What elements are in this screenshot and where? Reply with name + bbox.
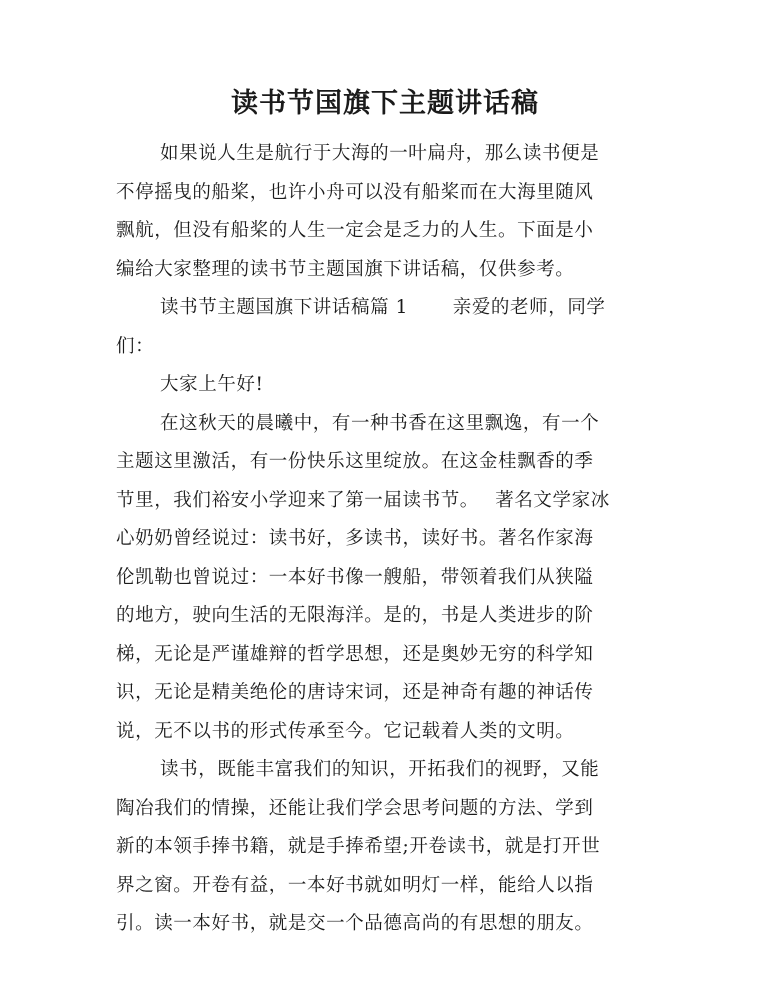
text-line: 伦凯勒也曾说过：一本好书像一艘船，带领着我们从狭隘 xyxy=(116,566,594,588)
text-line: 读书节主题国旗下讲话稿篇 1 亲爱的老师，同学 xyxy=(160,297,606,318)
text-line: 不停摇曳的船桨，也许小舟可以没有船桨而在大海里随风 xyxy=(116,181,594,203)
document-body xyxy=(116,135,651,944)
text-line: 梯，无论是严谨雄辩的哲学思想，还是奥妙无穷的科学知 xyxy=(116,643,594,665)
text-line: 识，无论是精美绝伦的唐诗宋词，还是神奇有趣的神话传 xyxy=(116,682,594,703)
text-line: 们： xyxy=(116,335,155,357)
text-line: 飘航，但没有船桨的人生一定会是乏力的人生。下面是小 xyxy=(116,220,594,241)
text-line: 主题这里激活，有一份快乐这里绽放。在这金桂飘香的季 xyxy=(116,451,594,472)
text-line: 节里，我们裕安小学迎来了第一届读书节。 著名文学家冰 xyxy=(116,489,610,511)
text-line: 如果说人生是航行于大海的一叶扁舟，那么读书便是 xyxy=(160,143,600,164)
text-line: 引。读一本好书，就是交一个品德高尚的有思想的朋友。 xyxy=(116,913,594,934)
text-line: 陶冶我们的情操，还能让我们学会思考问题的方法、学到 xyxy=(116,797,594,819)
text-line: 的地方，驶向生活的无限海洋。是的，书是人类进步的阶 xyxy=(116,605,594,626)
text-line: 新的本领手捧书籍，就是手捧希望;开卷读书，就是打开世 xyxy=(116,836,601,857)
text-line: 在这秋天的晨曦中，有一种书香在这里飘逸，有一个 xyxy=(160,412,600,434)
document-title: 读书节国旗下主题讲话稿 xyxy=(231,88,539,119)
text-line: 界之窗。开卷有益，一本好书就如明灯一样，能给人以指 xyxy=(116,874,594,896)
text-line: 编给大家整理的读书节主题国旗下讲话稿，仅供参考。 xyxy=(116,258,575,280)
text-line: 心奶奶曾经说过：读书好，多读书，读好书。著名作家海 xyxy=(116,528,594,549)
text-line: 大家上午好! xyxy=(160,374,264,395)
text-line: 读书，既能丰富我们的知识，开拓我们的视野，又能 xyxy=(160,759,600,780)
text-line: 说，无不以书的形式传承至今。它记载着人类的文明。 xyxy=(116,720,575,742)
